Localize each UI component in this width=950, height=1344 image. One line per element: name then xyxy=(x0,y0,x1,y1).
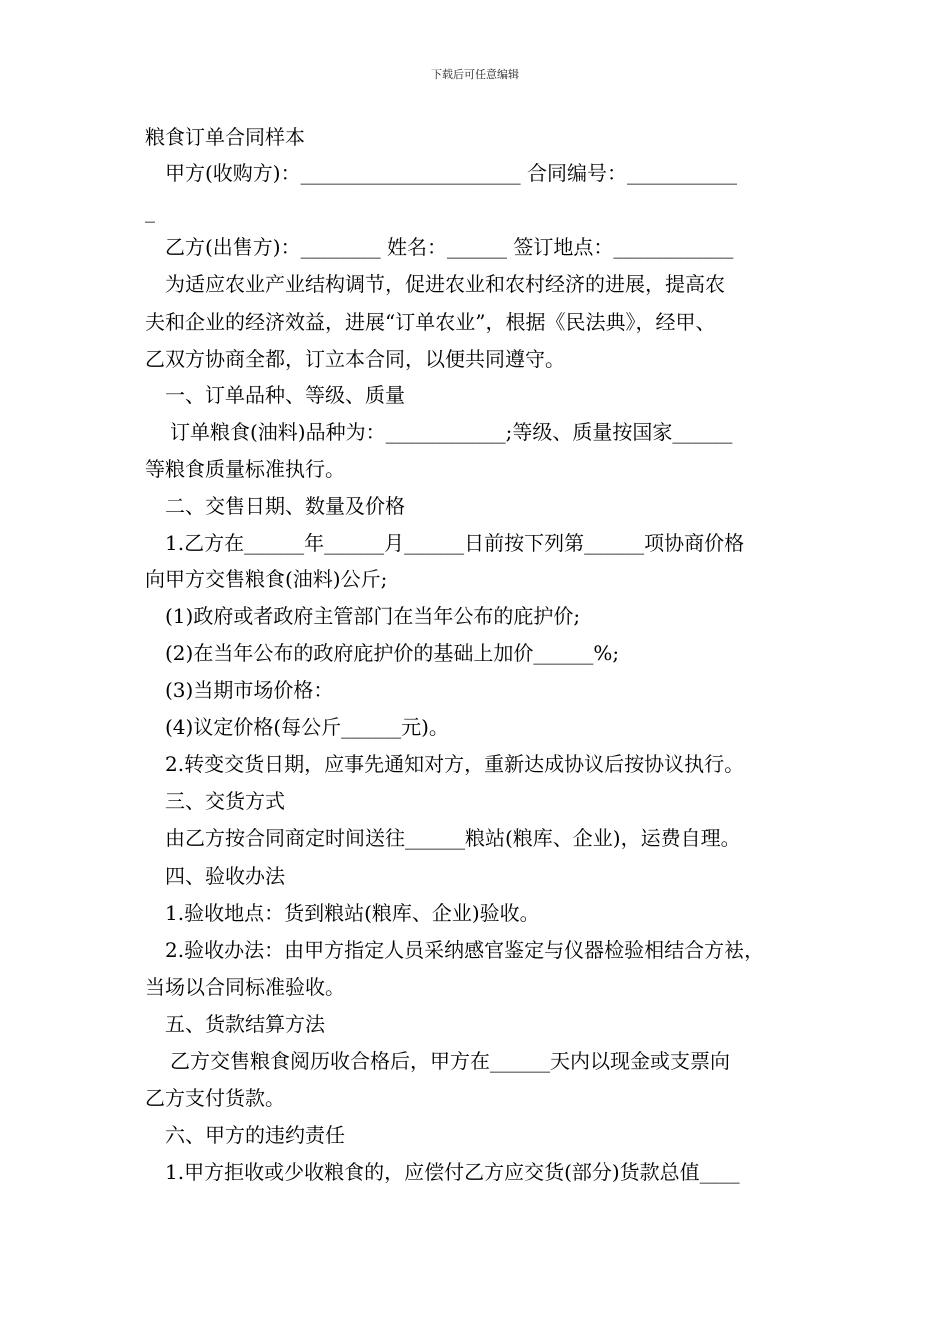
section-2-heading: 二、交售日期、数量及价格 xyxy=(165,494,405,518)
price-option-2: (2)在当年公布的政府庇护价的基础上加价______%; xyxy=(165,641,620,665)
section-6-heading: 六、甲方的违约责任 xyxy=(165,1123,345,1147)
preamble-line-1: 为适应农业产业结构调节，促进农业和农村经济的进展，提高农 xyxy=(165,272,725,296)
section-2-item-1-line-2: 向甲方交售粮食(油料)公斤; xyxy=(145,567,388,591)
section-6-item-1: 1.甲方拒收或少收粮食的，应偿付乙方应交货(部分)货款总值____ xyxy=(165,1160,740,1184)
price-option-4: (4)议定价格(每公斤______元)。 xyxy=(165,715,449,739)
section-5-line-1: 乙方交售粮食阅历收合格后，甲方在______天内以现金或支票向 xyxy=(170,1049,730,1073)
section-4-heading: 四、验收办法 xyxy=(165,864,285,888)
party-a-line: 甲方(收购方)：______________________ 合同编号：___________ xyxy=(165,161,737,185)
page-header: 下载后可任意编辑 xyxy=(431,68,519,81)
section-5-heading: 五、货款结算方法 xyxy=(165,1012,325,1036)
party-b-line: 乙方(出售方)：________ 姓名：______ 签订地点：____________ xyxy=(165,235,734,259)
section-4-item-1: 1.验收地点：货到粮站(粮库、企业)验收。 xyxy=(165,901,540,925)
price-option-3: (3)当期市场价格： xyxy=(165,678,334,702)
preamble-line-3: 乙双方协商全都，订立本合同，以便共同遵守。 xyxy=(145,347,565,371)
section-3-line-1: 由乙方按合同商定时间送往______粮站(粮库、企业)，运费自理。 xyxy=(165,826,741,850)
section-4-item-2-line-2: 当场以合同标准验收。 xyxy=(145,975,345,999)
section-5-line-2: 乙方支付货款。 xyxy=(145,1086,285,1110)
contract-number-continuation: _ xyxy=(145,199,155,223)
section-2-item-1-line-1: 1.乙方在______年______月______日前按下列第______项协商价格 xyxy=(165,531,745,555)
section-2-item-2: 2.转变交货日期，应事先通知对方，重新达成协议后按协议执行。 xyxy=(165,752,745,776)
section-1-line-1: 订单粮食(油料)品种为：____________;等级、质量按国家______ xyxy=(170,420,733,444)
document-title: 粮食订单合同样本 xyxy=(145,125,305,149)
section-1-heading: 一、订单品种、等级、质量 xyxy=(165,383,405,407)
section-3-heading: 三、交货方式 xyxy=(165,789,285,813)
section-1-line-2: 等粮食质量标准执行。 xyxy=(145,457,345,481)
section-4-item-2-line-1: 2.验收办法：由甲方指定人员采纳感官鉴定与仪器检验相结合方袪， xyxy=(165,938,765,962)
preamble-line-2: 夫和企业的经济效益，进展“订单农业”，根据《民法典》，经甲、 xyxy=(145,310,716,334)
price-option-1: (1)政府或者政府主管部门在当年公布的庇护价; xyxy=(165,604,581,628)
